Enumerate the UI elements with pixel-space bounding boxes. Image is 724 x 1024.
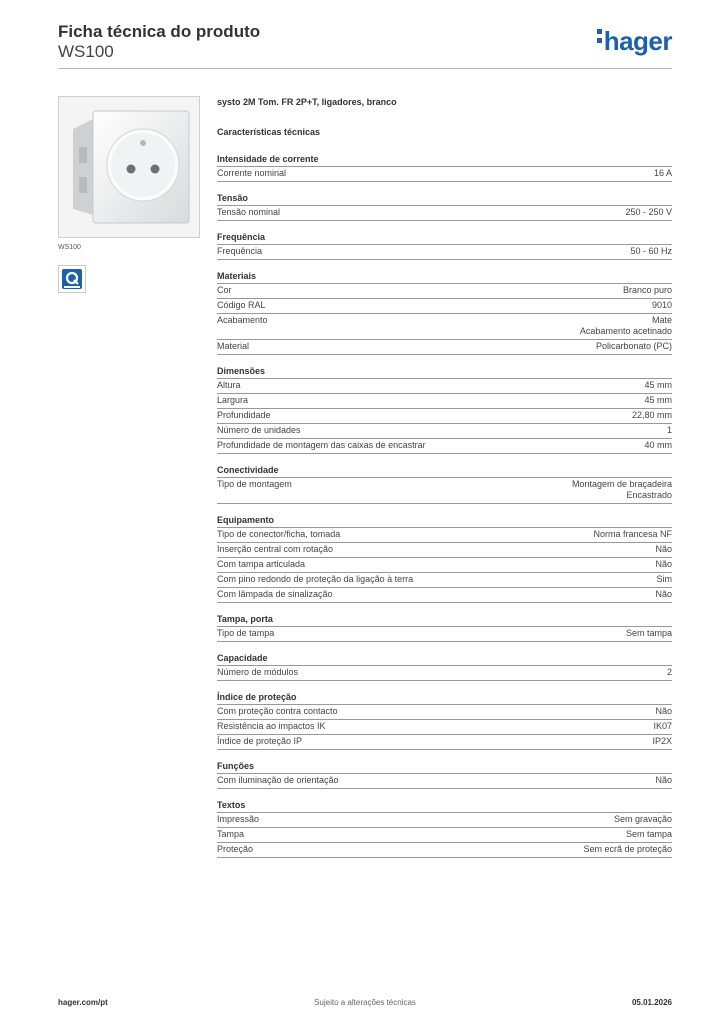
spec-value <box>630 246 672 257</box>
spec-value-line: Não <box>655 706 672 716</box>
spec-value-line: Acabamento acetinado <box>579 326 672 336</box>
spec-label: Acabamento <box>217 315 268 325</box>
section-title: Índice de proteção <box>217 691 672 705</box>
section-title: Dimensões <box>217 365 672 379</box>
spec-value <box>632 410 672 421</box>
spec-section <box>217 192 672 221</box>
spec-section <box>217 613 672 642</box>
section-title: Capacidade <box>217 652 672 666</box>
hager-logo <box>597 26 672 57</box>
spec-row <box>217 627 672 642</box>
spec-label: Com lâmpada de sinalização <box>217 589 333 599</box>
footer-notice: Sujeito a alterações técnicas <box>314 998 416 1007</box>
spec-row <box>217 573 672 588</box>
section-title: Materiais <box>217 270 672 284</box>
specs-heading: Características técnicas <box>217 127 321 137</box>
spec-label: Com tampa articulada <box>217 559 306 569</box>
spec-value <box>644 395 672 406</box>
spec-label: Proteção <box>217 844 254 854</box>
spec-label: Com iluminação de orientação <box>217 775 339 785</box>
spec-label: Resistência ao impactos IK <box>217 721 326 731</box>
section-title: Funções <box>217 760 672 774</box>
spec-label: Tipo de montagem <box>217 479 292 489</box>
spec-value-line: Norma francesa NF <box>593 529 672 539</box>
section-title: Tensão <box>217 192 672 206</box>
spec-row <box>217 828 672 843</box>
spec-value <box>667 425 672 436</box>
spec-row <box>217 705 672 720</box>
spec-value-line: Encastrado <box>626 490 672 500</box>
spec-label: Com proteção contra contacto <box>217 706 338 716</box>
spec-value <box>652 736 672 747</box>
photo-caption: WS100 <box>58 244 81 251</box>
spec-value <box>653 721 672 732</box>
spec-value <box>655 775 672 786</box>
spec-label: Índice de proteção IP <box>217 736 303 746</box>
section-title: Intensidade de corrente <box>217 153 672 167</box>
spec-value-line: 40 mm <box>644 440 672 450</box>
spec-label: Tipo de conector/ficha, tomada <box>217 529 341 539</box>
section-title: Textos <box>217 799 672 813</box>
spec-row <box>217 409 672 424</box>
spec-value <box>655 589 672 600</box>
logo-text: hager <box>603 26 672 56</box>
spec-row <box>217 245 672 260</box>
spec-value-line: 2 <box>666 667 672 677</box>
spec-value <box>655 706 672 717</box>
spec-value-line: 1 <box>666 425 672 435</box>
spec-value-line: Sim <box>656 574 672 584</box>
spec-value-line: Montagem de braçadeira <box>571 479 672 489</box>
spec-row <box>217 774 672 789</box>
spec-sections <box>217 153 672 858</box>
spec-row <box>217 206 672 221</box>
spec-value-line: Sem gravação <box>613 814 672 824</box>
spec-value-line: 50 - 60 Hz <box>630 246 672 256</box>
spec-value <box>583 844 672 855</box>
spec-label: Tensão nominal <box>217 207 281 217</box>
spec-row <box>217 813 672 828</box>
spec-value-line: Branco puro <box>622 285 672 295</box>
spec-value <box>593 529 672 540</box>
spec-row <box>217 379 672 394</box>
spec-value <box>626 628 672 639</box>
spec-value <box>623 285 672 296</box>
spec-section <box>217 153 672 182</box>
spec-row <box>217 528 672 543</box>
section-title: Frequência <box>217 231 672 245</box>
spec-value-line: 45 mm <box>644 395 672 405</box>
spec-label: Profundidade <box>217 410 271 420</box>
spec-value-line: Não <box>655 589 672 599</box>
spec-value-line: Mate <box>651 315 672 325</box>
spec-section <box>217 514 672 603</box>
footer-website[interactable]: hager.com/pt <box>58 998 108 1007</box>
spec-label: Código RAL <box>217 300 266 310</box>
product-photo <box>58 96 200 238</box>
spec-value <box>580 315 672 337</box>
spec-row <box>217 478 672 504</box>
spec-value-line: 45 mm <box>644 380 672 390</box>
spec-value <box>652 300 672 311</box>
spec-row <box>217 394 672 409</box>
spec-label: Altura <box>217 380 241 390</box>
spec-value-line: Não <box>655 775 672 785</box>
spec-label: Material <box>217 341 250 351</box>
spec-value-line: 16 A <box>653 168 672 178</box>
spec-label: Profundidade de montagem das caixas de encastrar <box>217 440 426 450</box>
spec-section <box>217 760 672 789</box>
spec-value-line: Não <box>655 544 672 554</box>
spec-section <box>217 365 672 454</box>
spec-row <box>217 340 672 355</box>
footer-date: 05.01.2026 <box>631 998 672 1007</box>
spec-row <box>217 424 672 439</box>
spec-value-line: 9010 <box>651 300 672 310</box>
spec-value-line: 22,80 mm <box>631 410 672 420</box>
spec-section <box>217 799 672 858</box>
spec-section <box>217 270 672 355</box>
spec-section <box>217 231 672 260</box>
spec-row <box>217 720 672 735</box>
spec-value-line: IK07 <box>653 721 672 731</box>
spec-value-line: Não <box>655 559 672 569</box>
spec-value <box>667 667 672 678</box>
spec-value-line: Sem tampa <box>625 628 672 638</box>
product-description: systo 2M Tom. FR 2P+T, ligadores, branco <box>217 97 397 107</box>
specifications <box>217 97 672 868</box>
spec-value <box>625 207 672 218</box>
section-title: Equipamento <box>217 514 672 528</box>
spec-row <box>217 735 672 750</box>
spec-value <box>654 168 672 179</box>
page-header <box>58 20 672 70</box>
spec-value <box>626 829 672 840</box>
spec-label: Largura <box>217 395 249 405</box>
spec-value <box>614 814 672 825</box>
spec-value <box>655 544 672 555</box>
product-code: WS100 <box>58 42 114 61</box>
section-title: Tampa, porta <box>217 613 672 627</box>
spec-value <box>572 479 672 501</box>
socket-image-icon <box>59 97 199 237</box>
spec-row <box>217 543 672 558</box>
spec-row <box>217 666 672 681</box>
spec-value-line: Sem ecrã de proteção <box>583 844 672 854</box>
document-title: Ficha técnica do produto <box>58 22 261 41</box>
header-divider <box>58 68 672 69</box>
spec-value <box>596 341 672 352</box>
spec-value-line: IP2X <box>652 736 672 746</box>
spec-label: Número de módulos <box>217 667 299 677</box>
spec-row <box>217 284 672 299</box>
spec-row <box>217 843 672 858</box>
spec-label: Tampa <box>217 829 245 839</box>
spec-section <box>217 691 672 750</box>
spec-label: Número de unidades <box>217 425 301 435</box>
quality-certification-icon <box>58 265 86 293</box>
spec-value <box>657 574 673 585</box>
spec-row <box>217 588 672 603</box>
spec-label: Inserção central com rotação <box>217 544 334 554</box>
spec-label: Com pino redondo de proteção da ligação à terra <box>217 574 414 584</box>
spec-row <box>217 558 672 573</box>
spec-label: Cor <box>217 285 232 295</box>
spec-value-line: Policarbonato (PC) <box>595 341 672 351</box>
spec-row <box>217 314 672 340</box>
spec-value-line: 250 - 250 V <box>625 207 672 217</box>
spec-row <box>217 439 672 454</box>
spec-value <box>644 380 672 391</box>
spec-label: Impressão <box>217 814 260 824</box>
spec-label: Tipo de tampa <box>217 628 275 638</box>
spec-label: Corrente nominal <box>217 168 287 178</box>
logo-dots-icon <box>597 29 602 47</box>
spec-value <box>655 559 672 570</box>
spec-label: Frequência <box>217 246 263 256</box>
spec-section <box>217 464 672 504</box>
spec-row <box>217 167 672 182</box>
spec-row <box>217 299 672 314</box>
spec-section <box>217 652 672 681</box>
section-title: Conectividade <box>217 464 672 478</box>
spec-value-line: Sem tampa <box>625 829 672 839</box>
spec-value <box>644 440 672 451</box>
